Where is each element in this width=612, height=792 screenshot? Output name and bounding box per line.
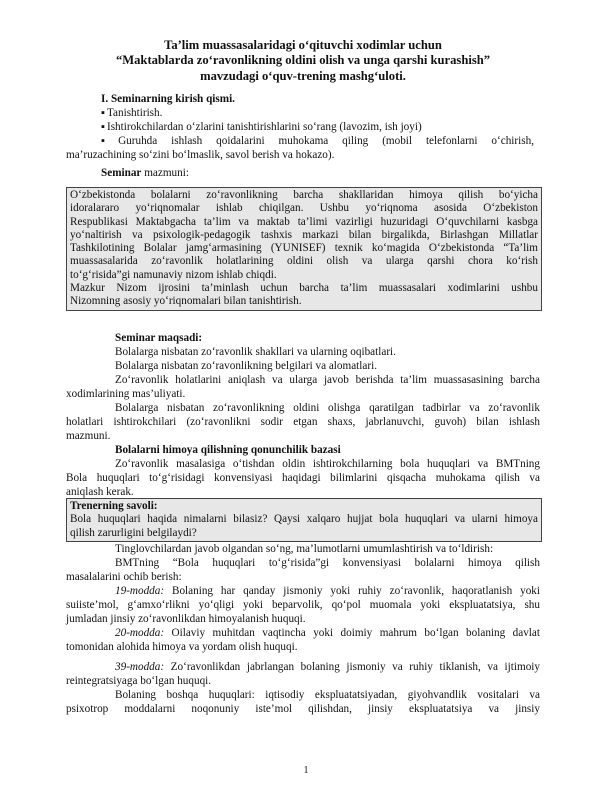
seminar-rest: mazmuni: <box>141 167 189 179</box>
info-box-line: Mazkur Nizom ijrosini ta’minlash uchun barcha ta’lim muassasalari xodimlarini ushbu <box>70 282 538 295</box>
maqsad-line-4b: holatlari ishtirokchilari (zo‘ravonlikni sodir etgan shaxs, jabrlanuvchi, guvoh) bilan ishlash <box>66 416 540 428</box>
intro-bullet-2: ▪ Ishtirokchilardan o‘zlarini tanishtirishlarini so‘rang (lavozim, ish joyi) <box>101 121 422 134</box>
article-20-label: 20-modda: <box>115 627 165 639</box>
maqsad-line-5a: Zo‘ravonlik masalasiga o‘tishdan oldin ishtirokchilarning bola huquqlari va BMTning <box>115 458 540 470</box>
maqsad-line-4a: Bolalarga nisbatan zo‘ravonlikning oldini olishga qaratilgan tadbirlar va zo‘ravonlik <box>115 402 540 414</box>
body-line-6b: psixotrop moddalarni noqonuniy iste’mol qilishdan, jinsiy ekspluatatsiya va jinsiy <box>66 703 540 715</box>
article-20-text: Oilaviy muhitdan vaqtincha yoki doimiy mahrum bo‘lgan bolaning davlat <box>164 627 540 639</box>
body-line-2a: BMTning “Bola huquqlari to‘g‘risida”gi konvensiyasi bolalarni himoya qilish <box>115 557 540 569</box>
title-line-1: Ta’lim muassasalaridagi o‘qituvchi xodimlar uchun <box>164 38 442 52</box>
body-line-2b: masalalarini ochib berish: <box>66 571 182 583</box>
intro-bullet-1: ▪ Tanishtirish. <box>101 107 162 120</box>
maqsad-line-1: Bolalarga nisbatan zo‘ravonlik shakllari va ularning oqibatlari. <box>115 346 396 358</box>
body-line-4b: tomonidan alohida himoya va yordam olish huquqi. <box>66 641 298 653</box>
maqsad-line-5b: Bola huquqlari to‘g‘risidagi konvensiyasi haqidagi bilimlarini qisqacha muhokama qilish va <box>66 472 540 484</box>
title-line-2: “Maktablarda zo‘ravonlikning oldini olish va unga qarshi kurashish” <box>115 53 491 68</box>
info-box-line: O‘zbekistonda bolalarni zo‘ravonlikning barcha shakllaridan himoya qilish bo‘yicha <box>70 189 538 201</box>
body-line-5b: reintegratsiyaga bo‘lgan huquqi. <box>66 675 212 687</box>
page-number: 1 <box>303 765 309 776</box>
article-39-text: Zo‘ravonlikdan jabrlangan bolaning jismoniy va ruhiy tiklanish, va ijtimoiy <box>164 661 540 673</box>
info-box-line: Nizomning asosiy yo‘riqnomalari bilan tanishtirish. <box>70 295 302 308</box>
info-box <box>66 187 542 311</box>
trainer-question-box <box>66 498 542 542</box>
trainer-question-heading: Trenerning savoli: <box>70 500 158 512</box>
intro-bullet-3-cont: ma’ruzachining so‘zini bo‘lmaslik, savol berish va hokazo). <box>66 149 335 161</box>
maqsad-line-3a: Zo‘ravonlik holatlarini aniqlash va ularga javob berishda ta’lim muassasasining barcha <box>115 374 540 386</box>
info-box-line: muassasalarida zo‘ravonlik holatlarining oldini olish va ularga qarshi chora ko‘rish <box>70 255 538 268</box>
article-39 <box>115 661 540 674</box>
info-box-line: yo‘naltirish va psixologik-pedagogik tashxis markazi bilan birgalikda, Birlashgan Millatlar <box>70 228 538 241</box>
legal-base-heading: Bolalarni himoya qilishning qonunchilik bazasi <box>115 444 341 456</box>
info-box-line: to‘g‘risida”gi namunaviy nizom ishlab chiqdi. <box>70 268 277 281</box>
trainer-question-line-1: Bola huquqlari haqida nimalarni bilasiz? Qaysi xalqaro hujjat bola huquqlari va ularni himoya <box>70 513 538 526</box>
seminar-bold: Seminar <box>101 167 142 179</box>
article-19-text: Bolaning har qanday jismoniy yoki ruhiy zo‘ravonlik, haqoratlanish yoki <box>164 585 540 597</box>
title-line-3: mavzudagi o‘quv-trening mashg‘uloti. <box>200 68 406 83</box>
body-line-1: Tinglovchilardan javob olgandan so‘ng, ma’lumotlarni umumlashtirish va to‘ldirish: <box>115 543 494 555</box>
maqsad-line-2: Bolalarga nisbatan zo‘ravonlikning belgilari va alomatlari. <box>115 360 377 372</box>
seminar-content-label <box>101 167 189 180</box>
maqsad-line-4c: mazmuni. <box>66 430 111 442</box>
article-19-label: 19-modda: <box>115 585 165 597</box>
info-box-line: Tashkilotining Bolalar jamg‘armasining (YUNISEF) texnik ko‘magida O‘zbekistonda “Ta’lim <box>70 242 538 255</box>
body-line-6a: Bolaning boshqa huquqlari: iqtisodiy ekspluatatsiyadan, giyohvandlik vositalari va <box>115 689 540 701</box>
body-line-3b: suiiste’mol, g‘amxo‘rlikni yo‘qligi yoki beparvolik, qo‘pol muomala yoki ekspluatatsiya, shu <box>66 599 540 611</box>
body-line-3c: jumladan jinsiy zo‘ravonlikdan himoyalanish huquqi. <box>66 613 306 625</box>
maqsad-line-5c: aniqlash kerak. <box>66 486 134 498</box>
info-box-line: idoralararo yo‘riqnomalar ishlab chiqilgan. Ushbu yo‘riqnoma asosida O‘zbekiston <box>70 202 538 215</box>
article-19 <box>115 585 540 598</box>
article-39-label: 39-modda: <box>115 661 165 673</box>
intro-bullet-3: ▪ Guruhda ishlash qoidalarini muhokama qiling (mobil telefonlarni o‘chirish, <box>101 135 534 148</box>
maqsad-heading: Seminar maqsadi: <box>115 332 203 344</box>
intro-heading: I. Seminarning kirish qismi. <box>101 93 235 105</box>
document-title <box>66 38 540 84</box>
maqsad-line-3b: xodimlarining mas’uliyati. <box>66 388 186 400</box>
trainer-question-line-2: qilish zarurligini belgilaydi? <box>70 526 197 539</box>
article-20 <box>115 627 540 640</box>
info-box-line: Respublikasi Maktabgacha ta’lim va maktab ta’limi vazirligi huzuridagi O‘quvchilarni kasbga <box>70 215 538 228</box>
